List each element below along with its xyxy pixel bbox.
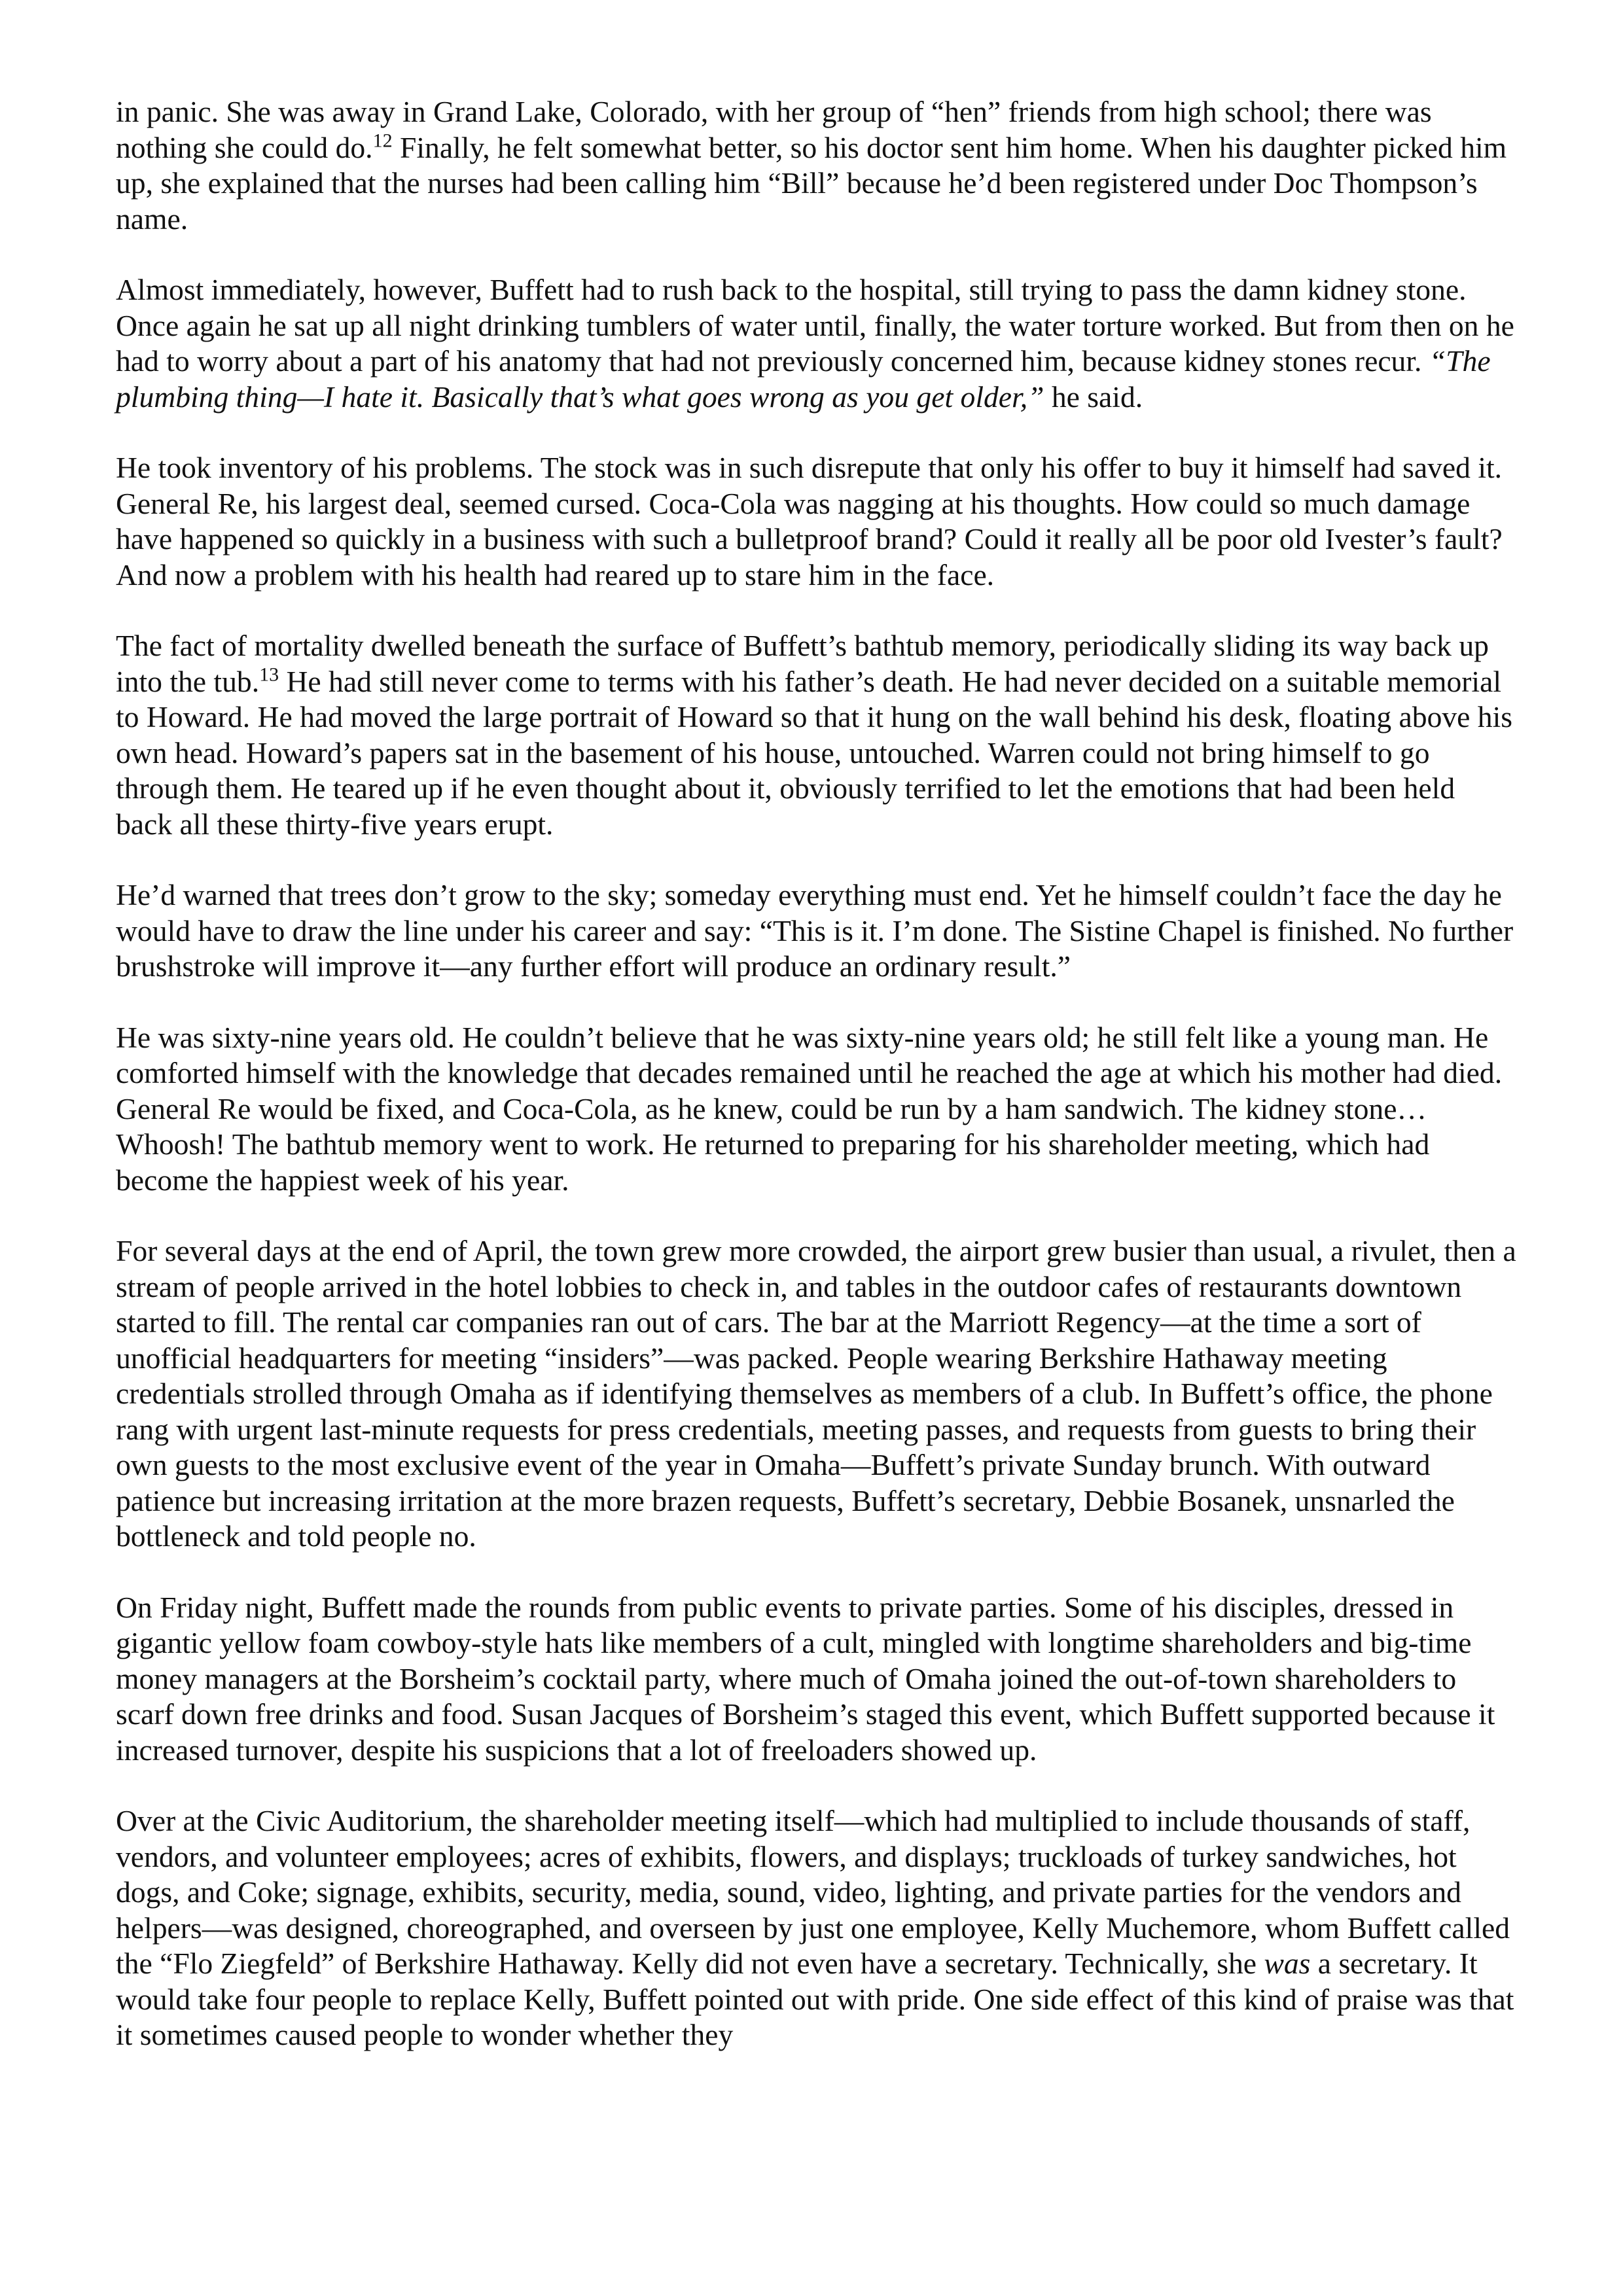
- paragraph-8: [116, 1590, 1516, 1769]
- text-run: Finally, he felt somewhat better, so his doctor sent him home. When his daughter picked him up, she explained that the nurses had been calling him “Bill” because he’d been registered under Doc Thompson’s name.: [116, 130, 1507, 236]
- text-run: He had still never come to terms with his father’s death. He had never decided on a suitable memorial to Howard. He had moved the large portrait of Howard so that it hung on the wall behind his desk, floating above his own head. Howard’s papers sat in the basement of his house, untouched. Warren could not bring himself to go through them. He teared up if he even thought about it, obviously terrified to let the emotions that had been held back all these thirty-five years erupt.: [116, 664, 1513, 841]
- text-run: He’d warned that trees don’t grow to the sky; someday everything must end. Yet he himself couldn’t face the day he would have to draw the line under his career and say: “This is it. I’m done. The Sistine Chapel is finished. No further brushstroke will improve it—any further effort will produce an ordinary result.”: [116, 878, 1514, 983]
- text-run: Almost immediately, however, Buffett had to rush back to the hospital, still trying to pass the damn kidney stone. Once again he sat up all night drinking tumblers of water until, finally, the water torture worked. But from then on he had to worry about a part of his anatomy that had not previously concerned him, because kidney stones recur.: [116, 273, 1514, 378]
- text-run: On Friday night, Buffett made the rounds from public events to private parties. Some of his disciples, dressed in gigantic yellow foam cowboy-style hats like members of a cult, mingled with longtime shareholders and big-time money managers at the Borsheim’s cocktail party, where much of Omaha joined the out-of-town shareholders to scarf down free drinks and food. Susan Jacques of Borsheim’s staged this event, which Buffett supported because it increased turnover, despite his suspicions that a lot of freeloaders showed up.: [116, 1590, 1495, 1767]
- text-run: He was sixty-nine years old. He couldn’t believe that he was sixty-nine years old; he still felt like a young man. He comforted himself with the knowledge that decades remained until he reached the age at which his mother had died. General Re would be fixed, and Coca-Cola, as he knew, could be run by a ham sandwich. The kidney stone…Whoosh! The bathtub memory went to work. He returned to preparing for his shareholder meeting, which had become the happiest week of his year.: [116, 1020, 1503, 1197]
- paragraph-6: [116, 1020, 1516, 1199]
- text-run: The fact of mortality dwelled beneath the surface of Buffett’s bathtub memory, periodically sliding its way back up into the tub.: [116, 629, 1489, 698]
- paragraph-5: [116, 877, 1516, 985]
- text-run: Over at the Civic Auditorium, the shareholder meeting itself—which had multiplied to include thousands of staff, vendors, and volunteer employees; acres of exhibits, flowers, and displays; truckloads of turkey sandwiches, hot dogs, and Coke; signage, exhibits, security, media, sound, video, lighting, and private parties for the vendors and helpers—was designed, choreographed, and overseen by just one employee, Kelly Muchemore, whom Buffett called the “Flo Ziegfeld” of Berkshire Hathaway. Kelly did not even have a secretary. Technically, she: [116, 1804, 1510, 1980]
- text-run: he said.: [1044, 380, 1143, 414]
- paragraph-1: [116, 94, 1516, 237]
- quoted-speech: “The plumbing thing—I hate it. Basically that’s what goes wrong as you get older,”: [116, 344, 1491, 414]
- paragraph-7: [116, 1233, 1516, 1555]
- footnote-reference-12[interactable]: 12: [372, 130, 393, 151]
- paragraph-2: [116, 272, 1516, 415]
- footnote-reference-13[interactable]: 13: [259, 663, 279, 685]
- document-page: [116, 94, 1516, 2053]
- text-run: For several days at the end of April, the town grew more crowded, the airport grew busier than usual, a rivulet, then a stream of people arrived in the hotel lobbies to check in, and tables in the outdoor cafes of restaurants downtown started to fill. The rental car companies ran out of cars. The bar at the Marriott Regency—at the time a sort of unofficial headquarters for meeting “insiders”—was packed. People wearing Berkshire Hathaway meeting credentials strolled through Omaha as if identifying themselves as members of a club. In Buffett’s office, the phone rang with urgent last-minute requests for press credentials, meeting passes, and requests from guests to bring their own guests to the most exclusive event of the year in Omaha—Buffett’s private Sunday brunch. With outward patience but increasing irritation at the more brazen requests, Buffett’s secretary, Debbie Bosanek, unsnarled the bottleneck and told people no.: [116, 1234, 1516, 1553]
- paragraph-9: [116, 1803, 1516, 2053]
- emphasized-word: was: [1264, 1947, 1311, 1980]
- paragraph-4: [116, 628, 1516, 842]
- paragraph-3: [116, 450, 1516, 593]
- text-run: a secretary. It would take four people to replace Kelly, Buffett pointed out with pride. One side effect of this kind of praise was that it sometimes caused people to wonder whether they: [116, 1947, 1514, 2051]
- text-run: He took inventory of his problems. The stock was in such disrepute that only his offer to buy it himself had saved it. General Re, his largest deal, seemed cursed. Coca-Cola was nagging at his thoughts. How could so much damage have happened so quickly in a business with such a bulletproof brand? Could it really all be poor old Ivester’s fault? And now a problem with his health had reared up to stare him in the face.: [116, 451, 1503, 592]
- text-run: in panic. She was away in Grand Lake, Colorado, with her group of “hen” friends from high school; there was nothing she could do.: [116, 95, 1432, 164]
